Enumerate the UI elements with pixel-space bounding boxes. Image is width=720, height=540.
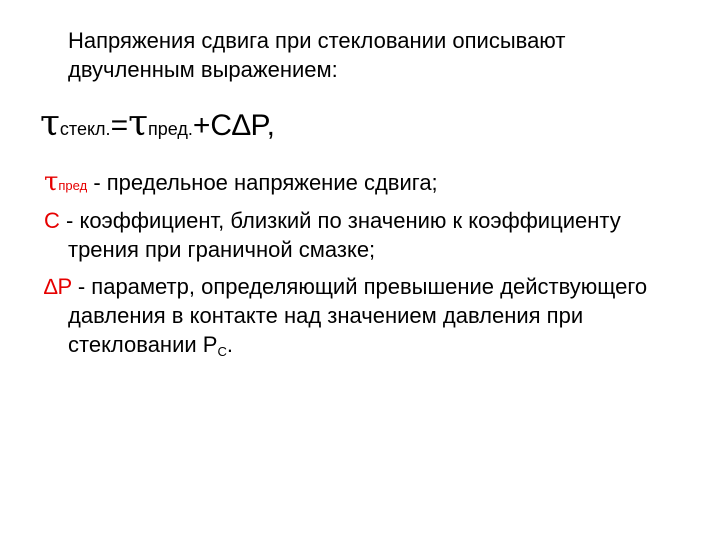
definition-c [44,206,684,264]
definition-delta-p-symbol: ∆P [44,274,72,299]
definition-c-symbol: C [44,208,60,233]
formula-tail: P, [250,109,275,142]
definition-tau-symbol: τ [44,167,59,197]
formula-tau-glass: τ [40,103,60,144]
formula-plus-c: +C [192,109,233,142]
formula-tau-limit: τ [128,103,149,144]
formula-equals: = [110,109,129,142]
definition-c-text: - коэффициент, близкий по значению к коэффициенту трения при граничной смазке; [59,208,621,262]
formula-sub-glass: стекл. [59,119,111,139]
definition-delta-p [44,272,684,362]
definition-delta-p-end: . [226,332,233,357]
definition-tau-subscript: пред [58,178,88,193]
definition-tau-text: - предельное напряжение сдвига; [87,170,438,195]
formula-sub-limit: пред. [148,119,193,139]
shear-stress-formula [40,104,275,149]
definition-delta-p-text: - параметр, определяющий превышение действующего давления в контакте над значением давления при стекловании P [68,274,648,357]
intro-paragraph: Напряжения сдвига при стекловании описывают двучленным выражением: [68,28,566,82]
definition-delta-p-subscript: С [217,344,227,359]
formula-delta: ∆ [232,109,251,142]
definition-tau [44,168,684,200]
